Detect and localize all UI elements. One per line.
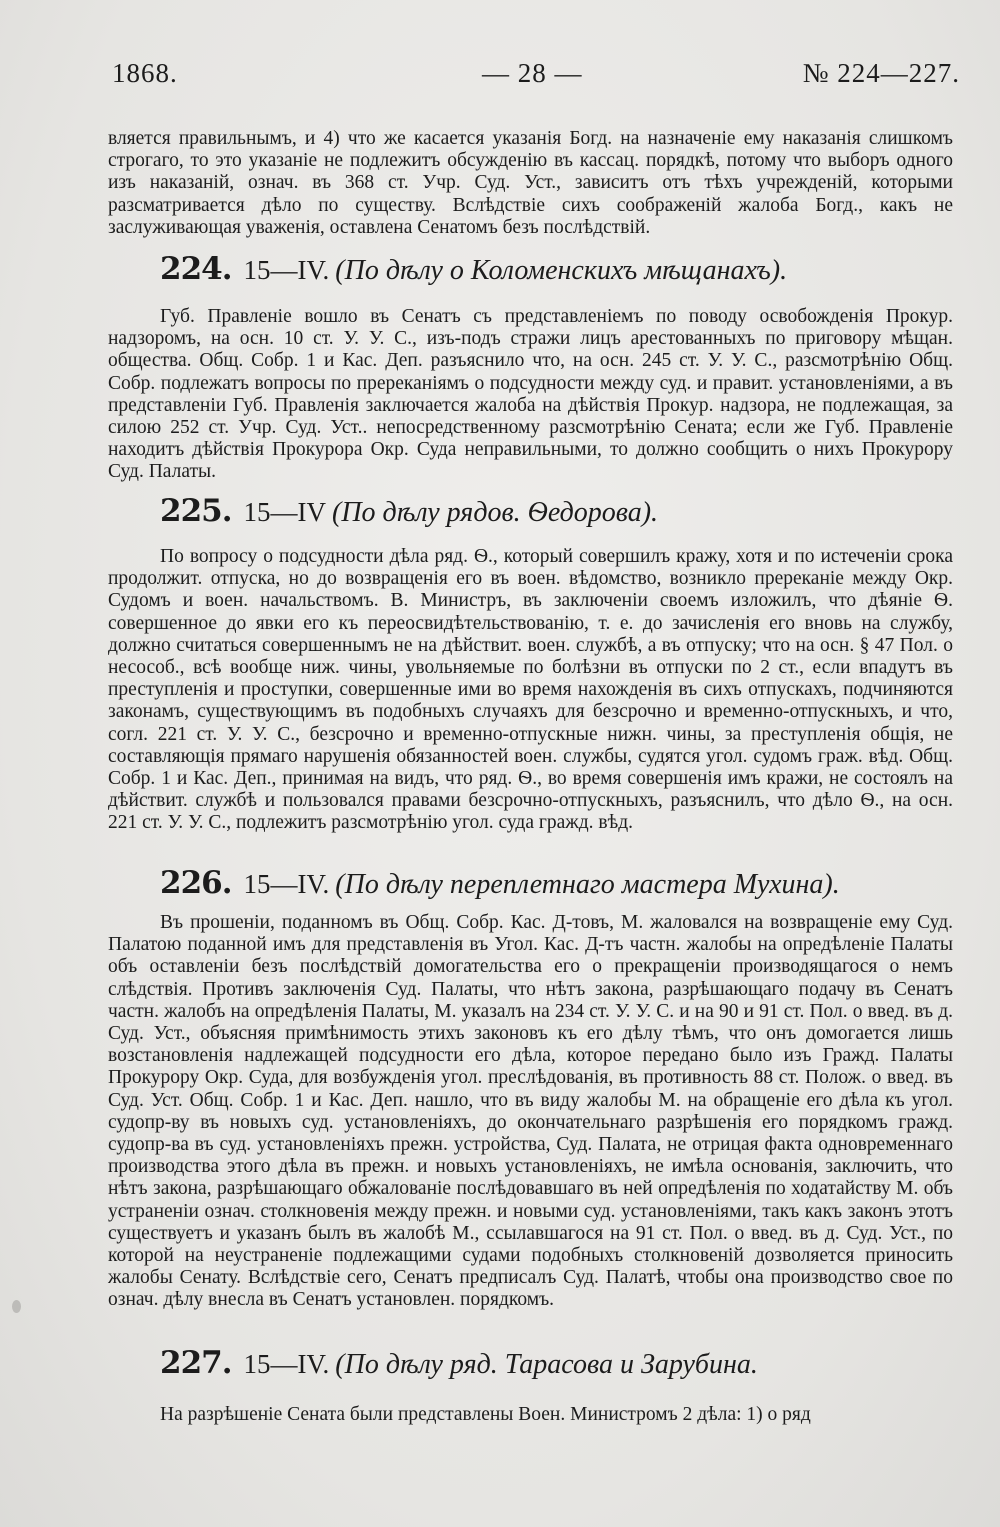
paper-stain: [12, 1300, 21, 1313]
entry-227-body: [108, 1404, 953, 1426]
entry-224-heading: [160, 252, 960, 288]
header-page-number: — 28 —: [482, 58, 583, 88]
intro-paragraph: [108, 128, 953, 239]
entry-225-heading: [160, 494, 960, 530]
entry-title: (По дѣлу о Коломенскихъ мѣщанахъ).: [335, 255, 788, 286]
entry-224-body: [108, 306, 953, 484]
header-year: 1868.: [112, 58, 178, 88]
entry-225-body: [108, 546, 953, 835]
entry-date: 15—IV.: [243, 869, 330, 899]
entry-date: 15—IV.: [243, 1349, 330, 1379]
header-entry-numbers: № 224—227.: [802, 58, 960, 88]
entry-number: 226.: [160, 865, 232, 901]
entry-date: 15—IV: [243, 497, 327, 527]
entry-number: 227.: [160, 1345, 232, 1381]
entry-226-body: [108, 912, 953, 1312]
entry-title: (По дѣлу ряд. Тарасова и Зарубина.: [335, 1349, 758, 1380]
entry-number: 224.: [160, 251, 232, 287]
entry-body-text: Въ прошеніи, поданномъ въ Общ. Собр. Кас. Д-товъ, М. жаловался на возвращеніе ему Суд. Палатою поданной имъ для представленія въ Угол. Кас. Д-тъ частн. жалобы на опредѣленіе Палаты объ оставленіи безъ послѣдствій домогательства его о прекращеніи производящагося о немъ слѣдствія. Противъ заключенія Суд. Палаты, что нѣтъ закона, разрѣшающаго подачу въ Сенатъ частн. жалобъ на опредѣленія Палаты, М. указалъ на 234 ст. У. У. С. и на 90 и 91 ст. Пол. о введ. въ д. Суд. Уст., объясняя примѣнимость этихъ законовъ къ его дѣлу тѣмъ, что онъ домогается лишь возстановленія надлежащей подсудности его дѣла, которое передано было изъ Гражд. Палаты Прокурору Окр. Суда, для возбужденія угол. преслѣдованія, въ противность 88 ст. Полож. о введ. въ Суд. Уст. Общ. Собр. 1 и Кас. Деп. нашло, что въ виду жалобы М. на обращеніе его дѣла къ угол. судопр-ву въ новыхъ суд. установленіяхъ, до окончательнаго разрѣшенія его порядкомъ гражд. судопр-ва въ суд. установленіяхъ прежн. устройства, Суд. Палата, не отрицая факта одновременнаго производства этого дѣла въ прежн. и новыхъ установленіяхъ, не имѣла основанія, заключить, что нѣтъ закона, разрѣшающаго обжалованіе послѣдовавшаго въ ней опредѣленія по ходатайству М. объ устраненіи означ. столкновенія между прежн. и новыми суд. установленіями, такъ какъ законъ этотъ существуетъ и указанъ былъ въ жалобѣ М., ссылавшагося на 91 ст. Пол. о введ. въ д. Суд. Уст., по которой на неустраненіе подлежащими судами подобныхъ столкновеній дозволяется приносить жалобы Сенату. Вслѣдствіе сего, Сенатъ предписалъ Суд. Палатѣ, чтобы она производство свое по означ. дѣлу внесла въ Сенатъ установлен. порядкомъ.: [108, 912, 953, 1311]
entry-title: (По дѣлу рядов. Ѳедорова).: [332, 497, 659, 528]
entry-number: 225.: [160, 493, 232, 529]
entry-227-heading: [160, 1346, 960, 1382]
entry-body-text: По вопросу о подсудности дѣла ряд. Ѳ., который совершилъ кражу, хотя и по истеченіи срока продолжит. отпуска, но до возвращенія его въ воен. вѣдомство, возникло пререканіе между Окр. Судомъ и воен. начальствомъ. В. Министръ, въ заключеніи своемъ изложилъ, что дѣяніе Ѳ. совершенное до явки его къ переосвидѣтельствованію, т. е. до зачисленія его вновь на службу, должно считаться совершеннымъ не на дѣйствит. воен. службѣ, а въ отпуску; что на осн. § 47 Пол. о несособ., всѣ вообще ниж. чины, увольняемые по болѣзни въ отпуски по 2 ст., если впадутъ въ преступленія и проступки, совершенные ими во время нахожденія въ сихъ отпускахъ, подчиняются законамъ, существующимъ въ подобныхъ случаяхъ для безсрочно и временно-отпускныхъ, и что, согл. 221 ст. У. У. С., безсрочно и временно-отпускные нижн. чины, за преступленія общія, не составляющія прямаго нарушенія обязанностей воен. службы, судятся угол. судомъ граж. вѣд. Общ. Собр. 1 и Кас. Деп., принимая на видъ, что ряд. Ѳ., во время совершенія имъ кражи, не состоялъ на дѣйствит. службѣ и пользовался правами безсрочно-отпускныхъ, разъяснилъ, что дѣло Ѳ., на осн. 221 ст. У. У. С., подлежитъ разсмотрѣнію угол. суда гражд. вѣд.: [108, 546, 953, 834]
entry-title: (По дѣлу переплетнаго мастера Мухина).: [335, 869, 840, 900]
entry-body-text: Губ. Правленіе вошло въ Сенатъ съ представленіемъ по поводу освобожденія Прокур. надзоромъ, на осн. 10 ст. У. У. С., изъ-подъ стражи лицъ арестованныхъ по приговору мѣщан. общества. Общ. Собр. 1 и Кас. Деп. разъяснило что, на осн. 245 ст. У. У. С., разсмотрѣнію Общ. Собр. подлежатъ вопросы по пререканіямъ о подсудности между суд. и правит. установленіями, а въ представленіи Губ. Правленія заключается жалоба на дѣйствія Прокур. надзора, не подлежащая, за силою 252 ст. Учр. Суд. Уст.. непосредственному разсмотрѣнію Сената; если же Губ. Правленіе находитъ дѣйствія Прокурора Окр. Суда неправильными, то должно сообщить о нихъ Прокурору Суд. Палаты.: [108, 306, 953, 483]
entry-226-heading: [160, 866, 960, 902]
running-head: [112, 58, 960, 94]
entry-date: 15—IV.: [243, 255, 330, 285]
intro-text: вляется правильнымъ, и 4) что же касается указанія Богд. на назначеніе ему наказанія слишкомъ строгаго, то это указаніе не подлежитъ обсужденію въ кассац. порядкѣ, потому что выборъ одного изъ наказаній, означ. въ 368 ст. Учр. Суд. Уст., зависитъ отъ тѣхъ учрежденій, которыми разсматривается дѣло по существу. Вслѣдствіе сихъ соображеній жалоба Богд., какъ не заслуживающая уваженія, оставлена Сенатомъ безъ послѣдствій.: [108, 128, 953, 238]
entry-body-text: На разрѣшеніе Сената были представлены Воен. Министромъ 2 дѣла: 1) о ряд: [160, 1404, 811, 1425]
